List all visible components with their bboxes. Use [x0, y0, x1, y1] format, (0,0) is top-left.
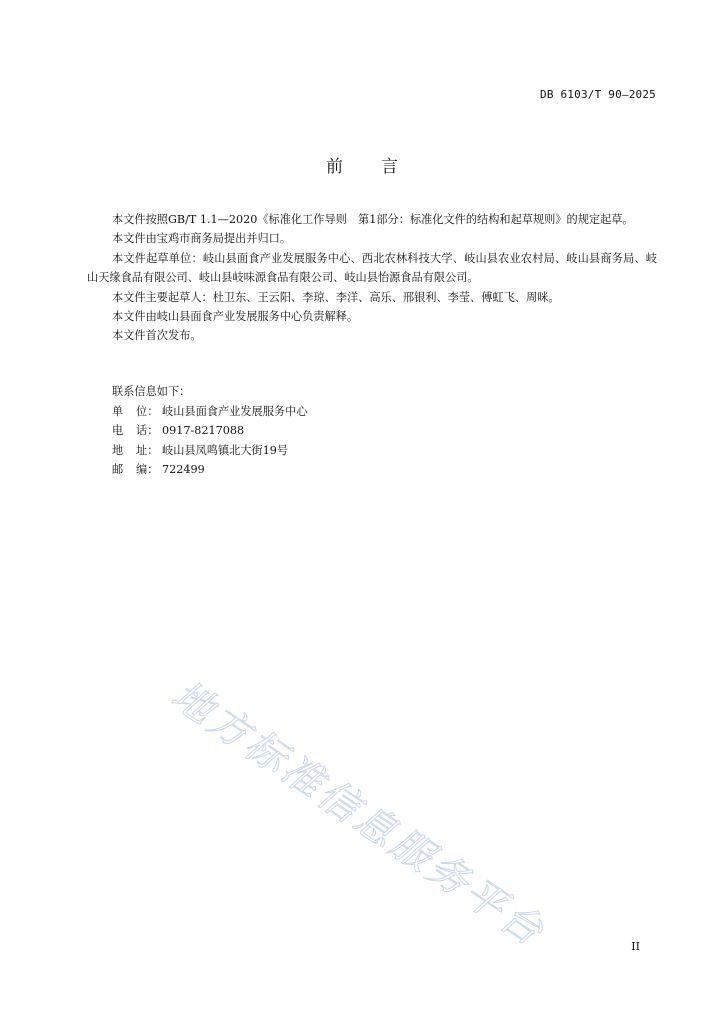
document-code: DB 6103/T 90—2025 — [540, 88, 656, 101]
contact-info — [112, 382, 307, 480]
contact-phone-label: 电 话： — [112, 424, 159, 437]
page-number: II — [631, 940, 640, 953]
contact-unit-label: 单 位： — [112, 404, 159, 418]
contact-address-label: 地 址： — [112, 443, 159, 457]
contact-address-value: 岐山县凤鸣镇北大街19号 — [162, 443, 289, 457]
foreword-body — [87, 210, 657, 346]
contact-unit-row — [112, 402, 307, 422]
paragraph-interpretation: 本文件由岐山县面食产业发展服务中心负责解释。 — [112, 310, 359, 324]
paragraph-drafting-rules: 本文件按照GB/T 1.1—2020《标准化工作导则 第1部分：标准化文件的结构和起草规则》的规定起草。 — [112, 213, 634, 226]
contact-address-row — [112, 441, 307, 461]
watermark: 地方标准信息服务平台 — [163, 672, 554, 957]
contact-phone-row — [112, 421, 307, 441]
paragraph-first-release: 本文件首次发布。 — [112, 329, 202, 343]
contact-postcode-value: 722499 — [162, 463, 205, 476]
paragraph-proposer: 本文件由宝鸡市商务局提出并归口。 — [112, 232, 292, 246]
contact-heading: 联系信息如下： — [112, 385, 191, 398]
section-title: 前言 — [326, 157, 436, 177]
paragraph-drafters: 本文件主要起草人：杜卫东、王云阳、李琼、李洋、高乐、邢银利、李莹、傅虹飞、周咪。 — [112, 290, 560, 304]
paragraph-drafting-units: 本文件起草单位：岐山县面食产业发展服务中心、西北农林科技大学、岐山县农业农村局、岐山县商务局、岐山天缘食品有限公司、岐山县岐味源食品有限公司、岐山县怡源食品有限公司。 — [87, 251, 657, 285]
contact-phone-value: 0917-8217088 — [162, 424, 245, 437]
contact-unit-value: 岐山县面食产业发展服务中心 — [162, 404, 308, 418]
contact-postcode-label: 邮 编： — [112, 463, 159, 476]
contact-postcode-row — [112, 460, 307, 480]
